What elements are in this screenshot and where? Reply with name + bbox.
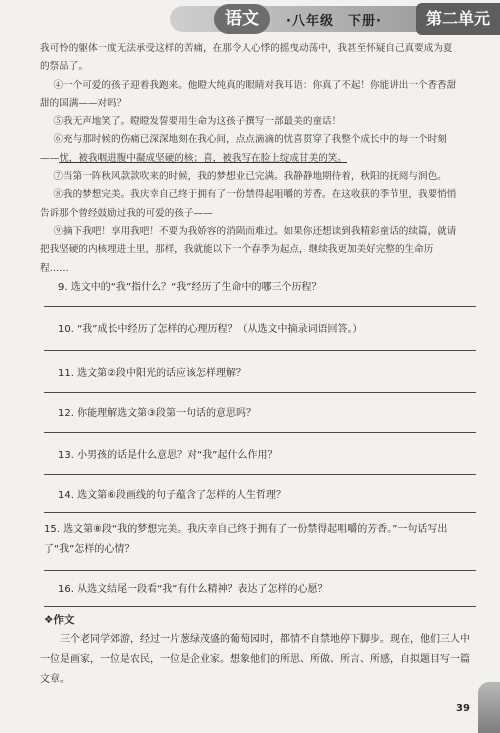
passage-paragraph: ⑤我无声地笑了。瞪瞪发誓要用生命为这孩子撰写一部最美的童话！	[53, 116, 342, 128]
answer-line[interactable]	[44, 306, 476, 307]
question-12: 12. 你能理解选文第③段第一句话的意思吗？	[58, 408, 257, 419]
unit-badge: 第二单元	[416, 3, 500, 35]
answer-line[interactable]	[44, 392, 476, 393]
passage-paragraph: ⑧我的梦想完美。我庆幸自己终于拥有了一份禁得起咀嚼的芳香。在这收获的季节里，我要悄悄告诉那个曾经鼓励过我的可爱的孩子——	[40, 189, 457, 219]
passage-paragraph: ⑨摘下我吧！享用我吧！不要为我娇容的消陨而难过。如果你还想读到我精彩童话的续篇，就请把我坚硬的内核埋进土里，那样，我就能以下一个春季为起点，继续我更加美好完整的生命历程……	[40, 225, 457, 274]
question-15: 15. 选文第⑧段“我的梦想完美。我庆幸自己终于拥有了一份禁得起咀嚼的芳香。”一句话写出了“我”怎样的心情？	[44, 524, 448, 555]
grade-label: ·八年级 下册·	[286, 14, 382, 29]
answer-line[interactable]	[44, 512, 476, 513]
answer-line[interactable]	[44, 474, 476, 475]
question-14: 14. 选文第⑥段画线的句子蕴含了怎样的人生哲理？	[58, 490, 287, 501]
reading-passage	[40, 40, 460, 278]
passage-paragraph	[40, 131, 460, 168]
answer-line[interactable]	[44, 570, 476, 571]
question-13: 13. 小男孩的话是什么意思？对“我”起什么作用？	[58, 450, 278, 461]
page-number: 39	[456, 703, 470, 714]
composition-heading: ❖作文	[44, 614, 75, 626]
answer-line[interactable]	[44, 432, 476, 433]
passage-paragraph: 我可怜的躯体一度无法承受这样的苦痛，在那令人心悸的摇曳动荡中，我甚至怀疑自己真要成为夏的祭品了。	[40, 43, 453, 73]
question-9: 9. 选文中的“我”指什么？“我”经历了生命中的哪三个历程？	[58, 282, 322, 293]
question-10: 10. “我”成长中经历了怎样的心理历程？（从选文中摘录词语回答。）	[58, 324, 363, 335]
subject-badge: 语文	[214, 4, 270, 34]
passage-paragraph: ④一个可爱的孩子迎着我跑来。他瞪大纯真的眼睛对我耳语：你真了不起！你能讲出一个香香甜甜的国满——对吗？	[40, 79, 457, 109]
composition-prompt: 三个老同学郊游，经过一片葱绿茂盛的葡萄园时，都情不自禁地停下脚步。现在，他们三人中一位是画家，一位是农民，一位是企业家。想象他们的所思、所做、所言、所感，自拟题目写一篇文章。	[40, 634, 470, 685]
passage-paragraph: ⑦当第一阵秋风款款吹来的时候，我的梦想业已完满。我静静地期待着，秋阳的抚阅与润色。	[53, 171, 447, 183]
answer-line[interactable]	[44, 350, 476, 351]
page-corner-tab	[478, 682, 500, 733]
answer-line[interactable]	[44, 606, 476, 607]
question-16: 16. 从选文结尾一段看“我”有什么精神？表达了怎样的心愿？	[58, 584, 328, 595]
underlined-sentence: 忧，被我咽进腹中凝成坚硬的核；喜，被我写在脸上绽成甘美的笑。	[59, 152, 347, 164]
passage-text: ⑥充与那时候的伤痛已深深地刻在我心间，点点滴滴的忧喜贯穿了我整个成长中的每一个时刻——	[40, 134, 447, 164]
page-header	[0, 0, 500, 44]
question-11: 11. 选文第②段中阳光的话应该怎样理解？	[58, 368, 247, 379]
